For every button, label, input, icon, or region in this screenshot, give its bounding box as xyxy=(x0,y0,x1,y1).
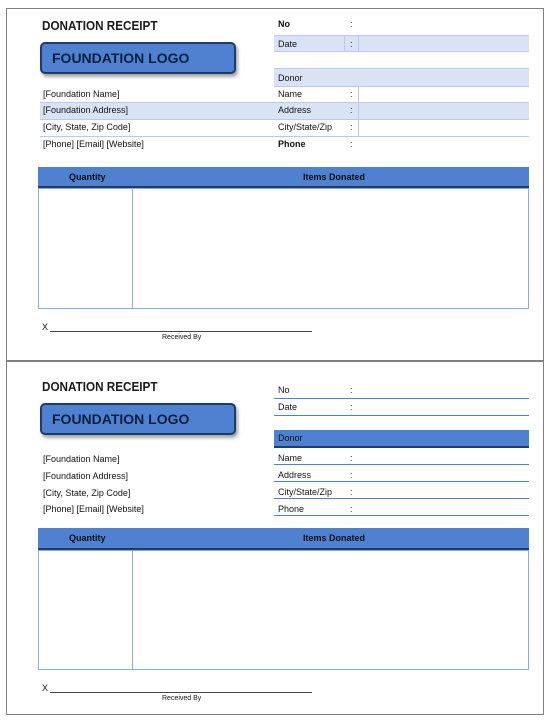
foundation-name-row xyxy=(40,87,274,103)
date-row[interactable] xyxy=(274,399,529,416)
receipt-1 xyxy=(6,8,544,361)
donor-label: Donor xyxy=(278,433,303,443)
foundation-address-row xyxy=(40,103,274,120)
items-table-header xyxy=(38,528,529,550)
items-donated-header: Items Donated xyxy=(303,533,366,543)
foundation-name[interactable]: [Foundation Name] xyxy=(43,454,120,464)
quantity-header: Quantity xyxy=(69,533,106,543)
date-colon: : xyxy=(350,39,353,49)
divider xyxy=(344,36,345,52)
no-colon: : xyxy=(350,385,353,395)
address-colon: : xyxy=(350,105,353,115)
foundation-city[interactable]: [City, State, Zip Code] xyxy=(43,122,131,132)
foundation-city-row xyxy=(40,120,274,137)
donor-bar xyxy=(274,430,529,448)
address-label: Address xyxy=(278,105,312,115)
name-row[interactable] xyxy=(274,87,529,103)
received-by-label: Received By xyxy=(162,334,202,341)
no-label: No xyxy=(278,385,290,395)
phone-label: Phone xyxy=(278,139,306,149)
name-label: Name xyxy=(278,89,303,99)
address-row[interactable] xyxy=(274,465,529,482)
city-colon: : xyxy=(350,122,353,132)
divider xyxy=(358,36,359,52)
donor-label: Donor xyxy=(278,73,303,83)
foundation-name[interactable]: [Foundation Name] xyxy=(43,89,120,99)
divider xyxy=(358,87,359,103)
city-row[interactable] xyxy=(274,120,529,137)
receipt-title: DONATION RECEIPT xyxy=(42,379,158,394)
logo-text: FOUNDATION LOGO xyxy=(52,50,190,66)
phone-colon: : xyxy=(350,139,353,149)
date-row[interactable] xyxy=(274,35,529,52)
city-colon: : xyxy=(350,487,353,497)
logo-text: FOUNDATION LOGO xyxy=(52,411,190,427)
quantity-header: Quantity xyxy=(69,172,106,182)
phone-row[interactable] xyxy=(274,499,529,516)
no-label: No xyxy=(278,19,290,29)
phone-row[interactable] xyxy=(274,137,529,154)
foundation-contact[interactable]: [Phone] [Email] [Website] xyxy=(43,139,144,149)
divider xyxy=(358,103,359,119)
city-label: City/State/Zip xyxy=(278,487,333,497)
receipt-2 xyxy=(6,361,544,715)
address-label: Address xyxy=(278,470,312,480)
blank-row xyxy=(274,52,529,69)
signature-x: X xyxy=(42,322,49,332)
foundation-city[interactable]: [City, State, Zip Code] xyxy=(43,488,131,498)
name-colon: : xyxy=(350,453,353,463)
no-row xyxy=(274,14,529,33)
signature-line[interactable] xyxy=(50,331,312,332)
phone-label: Phone xyxy=(278,504,305,514)
city-row[interactable] xyxy=(274,482,529,499)
column-divider xyxy=(132,551,133,669)
name-label: Name xyxy=(278,453,303,463)
name-row[interactable] xyxy=(274,448,529,465)
date-colon: : xyxy=(350,402,353,412)
phone-colon: : xyxy=(350,504,353,514)
city-label: City/State/Zip xyxy=(278,122,333,132)
column-divider xyxy=(132,189,133,308)
items-donated-header: Items Donated xyxy=(303,172,366,182)
donor-row xyxy=(274,69,529,87)
receipt-title: DONATION RECEIPT xyxy=(42,18,158,33)
foundation-logo xyxy=(40,42,236,74)
items-table-header xyxy=(38,167,529,188)
date-label: Date xyxy=(278,39,298,49)
foundation-address[interactable]: [Foundation Address] xyxy=(43,105,129,115)
address-colon: : xyxy=(350,470,353,480)
divider xyxy=(358,120,359,136)
signature-line[interactable] xyxy=(50,692,312,693)
foundation-contact[interactable]: [Phone] [Email] [Website] xyxy=(43,504,144,514)
items-table-body[interactable] xyxy=(38,188,529,309)
items-table-body[interactable] xyxy=(38,550,529,670)
foundation-contact-row xyxy=(40,137,274,154)
signature-x: X xyxy=(42,683,49,693)
no-row[interactable] xyxy=(274,381,529,399)
date-label: Date xyxy=(278,402,298,412)
no-colon: : xyxy=(350,19,353,29)
foundation-logo xyxy=(40,403,236,435)
received-by-label: Received By xyxy=(162,695,202,702)
address-row[interactable] xyxy=(274,103,529,120)
name-colon: : xyxy=(350,89,353,99)
foundation-address[interactable]: [Foundation Address] xyxy=(43,471,129,481)
